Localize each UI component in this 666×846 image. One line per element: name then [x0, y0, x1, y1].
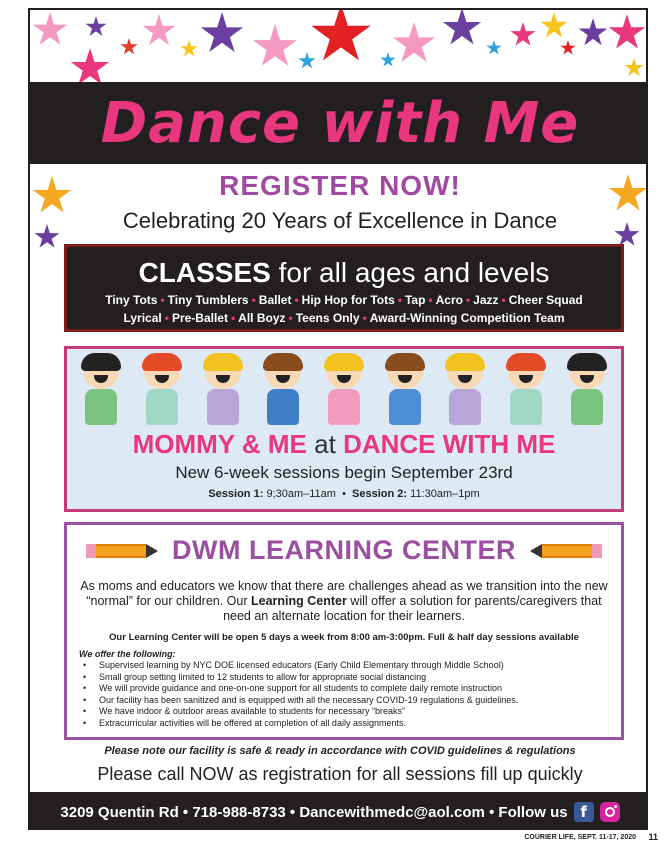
- class-separator: •: [465, 293, 471, 307]
- learning-center-description: [77, 579, 611, 624]
- class-name: Award-Winning Competition Team: [369, 311, 565, 325]
- class-name: Hip Hop for Tots: [301, 293, 395, 307]
- offer-list: [79, 660, 613, 729]
- kid-figure-icon: [563, 355, 611, 425]
- classes-heading-rest: for all ages and levels: [278, 257, 550, 288]
- star-icon: [142, 14, 176, 48]
- kid-figure-icon: [199, 355, 247, 425]
- offer-section: [79, 649, 613, 729]
- pencil-icon: [530, 544, 602, 558]
- flyer-title: Dance with Me: [100, 90, 580, 156]
- publication-line: COURIER LIFE, SEPT. 11-17, 2020: [524, 834, 636, 841]
- kids-illustration: [67, 349, 621, 425]
- class-name: Cheer Squad: [508, 293, 583, 307]
- kid-figure-icon: [138, 355, 186, 425]
- star-icon: [120, 38, 138, 56]
- register-heading: REGISTER NOW!: [219, 170, 461, 201]
- class-separator: •: [251, 293, 256, 307]
- offer-item: • Supervised learning by NYC DOE licensed educators (Early Child Elementary through Middle School): [79, 660, 613, 672]
- star-icon: [380, 52, 396, 68]
- class-separator: •: [501, 293, 506, 307]
- mommy-title-part2: DANCE WITH ME: [343, 429, 556, 459]
- star-icon: [200, 12, 244, 56]
- class-name: Pre-Ballet: [171, 311, 228, 325]
- offer-item: • Extracurricular activities will be offered at completion of all daily assignments.: [79, 718, 613, 730]
- star-icon: [392, 22, 436, 66]
- classes-heading-bold: CLASSES: [138, 257, 271, 288]
- pencil-icon: [86, 544, 158, 558]
- kid-figure-icon: [441, 355, 489, 425]
- session1-label: Session 1:: [208, 488, 264, 500]
- star-icon: [310, 8, 372, 66]
- star-icon: [540, 12, 568, 40]
- class-name: Jazz: [473, 293, 499, 307]
- call-to-action: Please call NOW as registration for all sessions fill up quickly: [97, 764, 583, 784]
- mommy-title: [67, 429, 621, 460]
- class-separator: •: [230, 311, 236, 325]
- title-banner: [30, 82, 648, 164]
- star-icon: [32, 12, 68, 48]
- learning-center-hours: Our Learning Center will be open 5 days a week from 8:00 am-3:00pm. Full & half day sessions available: [109, 632, 579, 643]
- class-name: Lyrical: [123, 311, 162, 325]
- star-icon: [252, 24, 298, 70]
- flyer-page: [28, 8, 648, 830]
- contact-footer: [30, 792, 648, 830]
- kid-figure-icon: [259, 355, 307, 425]
- session2-time: 11:30am–1pm: [410, 488, 480, 500]
- star-icon: [560, 40, 576, 56]
- class-list-line-1: [67, 293, 621, 307]
- star-icon: [298, 52, 316, 70]
- mommy-title-part1: MOMMY & ME: [132, 429, 307, 459]
- mommy-and-me-box: [64, 346, 624, 512]
- celebrate-subheading: Celebrating 20 Years of Excellence in Dance: [122, 208, 558, 233]
- star-icon: [486, 40, 502, 56]
- description-part-a: As moms and educators we know that there are challenges ahead as we transition into the new “normal” for our children. Our: [80, 579, 608, 608]
- session2-label: Session 2:: [352, 488, 408, 500]
- class-separator: •: [164, 311, 169, 325]
- classes-heading: [67, 257, 621, 289]
- page-number: 11: [648, 832, 658, 842]
- class-separator: •: [294, 293, 299, 307]
- description-part-b: will offer a solution for parents/caregivers that need an alternate location for their learners.: [223, 594, 602, 623]
- classes-box: [64, 244, 624, 332]
- class-name: Tiny Tumblers: [167, 293, 249, 307]
- star-icon: [442, 8, 482, 48]
- learning-center-box: [64, 522, 624, 740]
- session-separator: •: [339, 488, 349, 500]
- offer-item: • Small group setting limited to 12 students to allow for appropriate social distancing: [79, 672, 613, 684]
- learning-center-title: DWM LEARNING CENTER: [172, 535, 516, 565]
- offer-item: • We have indoor & outdoor areas available to students for necessary “breaks”: [79, 706, 613, 718]
- class-separator: •: [288, 311, 293, 325]
- class-name: Tap: [404, 293, 426, 307]
- offer-item: • Our facility has been sanitized and is equipped with all the necessary COVID-19 regulations & guidelines.: [79, 695, 613, 707]
- class-name: Teens Only: [295, 311, 360, 325]
- class-separator: •: [160, 293, 165, 307]
- offer-item: • We will provide guidance and one-on-one support for all students to complete daily remote instruction: [79, 683, 613, 695]
- learning-center-heading: [67, 535, 621, 566]
- class-list-line-2: [67, 311, 621, 325]
- covid-note: Please note our facility is safe & ready in accordance with COVID guidelines & regulations: [104, 745, 576, 757]
- star-icon: [510, 22, 536, 48]
- facebook-icon[interactable]: f: [574, 802, 594, 822]
- class-name: All Boyz: [238, 311, 286, 325]
- class-separator: •: [428, 293, 433, 307]
- kid-figure-icon: [77, 355, 125, 425]
- class-separator: •: [397, 293, 402, 307]
- description-bold: Learning Center: [251, 594, 347, 608]
- class-name: Tiny Tots: [105, 293, 158, 307]
- kid-figure-icon: [381, 355, 429, 425]
- star-icon: [85, 16, 107, 38]
- class-separator: •: [362, 311, 367, 325]
- mommy-subtitle: New 6-week sessions begin September 23rd: [175, 463, 513, 482]
- session1-time: 9;30am–11am: [266, 488, 336, 500]
- mommy-sessions: [67, 488, 621, 500]
- kid-figure-icon: [502, 355, 550, 425]
- kid-figure-icon: [320, 355, 368, 425]
- mommy-title-at: at: [314, 429, 336, 459]
- class-name: Acro: [435, 293, 463, 307]
- offer-heading: We offer the following:: [79, 649, 176, 659]
- star-icon: [608, 14, 646, 52]
- star-icon: [578, 18, 608, 48]
- star-icon: [180, 40, 198, 58]
- star-icon: [624, 58, 644, 78]
- contact-text: 3209 Quentin Rd • 718-988-8733 • Dancewithmedc@aol.com • Follow us: [60, 803, 568, 821]
- class-name: Ballet: [258, 293, 292, 307]
- instagram-icon[interactable]: [600, 802, 620, 822]
